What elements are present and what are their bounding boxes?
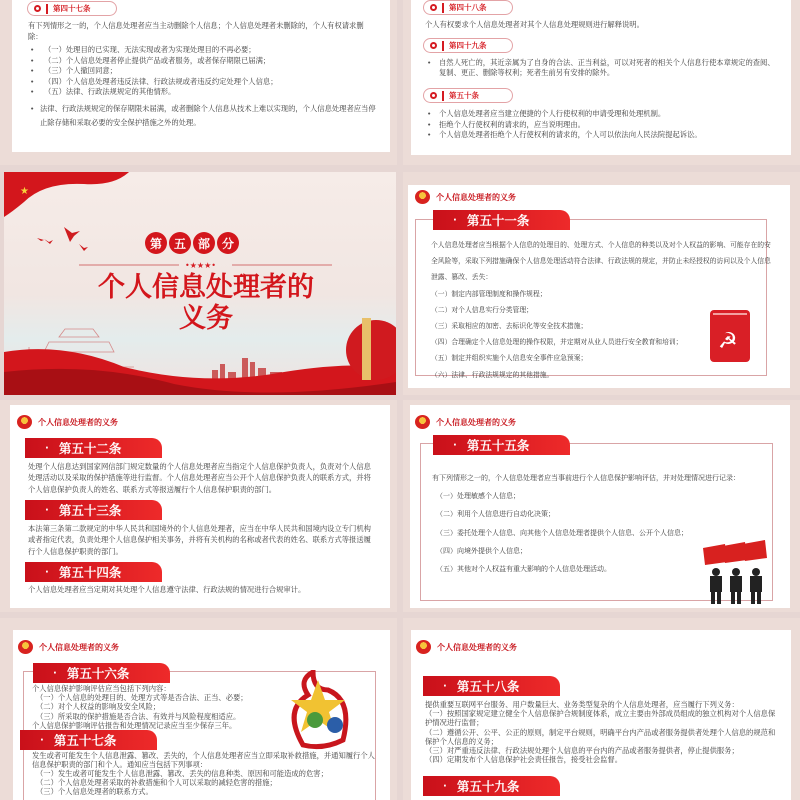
list-item: （二）个人信息处理者采取的补救措施和个人可以采取的减轻危害的措施； [36, 778, 277, 787]
intro-text: 有下列情形之一的，个人信息处理者应当事前进行个人信息保护影响评估，并对处理情况进行记录： [432, 474, 740, 482]
article-tab: · 第五十四条 [25, 562, 162, 582]
list-item: （五）制定并组织实施个人信息安全事件应急预案； [431, 354, 588, 363]
list-item: • 个人信息处理者应当建立便捷的个人行使权利的申请受理和处理机制。 [425, 109, 780, 120]
list-item: （三）个人信息处理者的联系方式。 [36, 787, 153, 796]
article-title: 第五十七条 [53, 733, 117, 748]
slide-header [415, 415, 516, 429]
article-title: 第五十一条 [466, 213, 530, 228]
list-item: • （五）法律、行政法规规定的其他情形。 [28, 87, 378, 98]
slide-panel [13, 630, 390, 800]
list-item: （四）定期发布个人信息保护社会责任报告，接受社会监督。 [425, 755, 623, 765]
list-item: （二）利用个人信息进行自动化决策； [436, 510, 555, 519]
list-item: • （四）个人信息处理者违反法律、行政法规或者违反约定处理个人信息； [28, 77, 378, 88]
national-emblem-icon [416, 640, 431, 654]
badge-char: 第 [145, 232, 167, 254]
star-icon: ★ [20, 186, 29, 197]
article-title: 第四十七条 [53, 4, 91, 13]
slide-article-51[interactable] [403, 172, 800, 395]
list-item: （四）向境外提供个人信息； [436, 546, 527, 555]
article-tab: · 第五十五条 [433, 435, 570, 455]
section-title [4, 272, 396, 334]
list-item: （一）制定内部管理制度和操作规程； [431, 289, 547, 298]
list-item: • 拒绝个人行使权利的请求的，应当说明理由。 [425, 120, 780, 131]
circle-icon [430, 92, 437, 99]
list-item: （一）按照国家规定建立健全个人信息保护合规制度体系，成立主要由外部成员组成的独立机构对个人信息保护情况进行监督； [425, 709, 776, 728]
list-item: （三）对严重违反法律、行政法规处理个人信息的平台内的产品或者服务提供者，停止提供服务； [425, 746, 739, 756]
list-item: （二）对个人信息实行分类管理； [431, 305, 533, 314]
slide-panel [10, 405, 390, 608]
slide-panel [12, 0, 390, 152]
intro-text: 个人信息处理者应当根据个人信息的处理目的、处理方式、个人信息的种类以及对个人权益的影响、可能存在的安全风险等，采取下列措施确保个人信息处理活动符合法律、行政法规的规定，并防止未经授权的访问以及个人信息泄露、篡改、丢失： [431, 241, 771, 282]
article-body [32, 684, 292, 730]
article-tab: · 第五十一条 [433, 210, 570, 230]
circle-icon [430, 4, 437, 11]
flag-bearers-icon [698, 538, 780, 606]
article-body [425, 700, 780, 764]
article-tab: · 第五十七条 [20, 730, 157, 750]
list-item: （二）遵循公开、公平、公正的原则，制定平台规则，明确平台内产品或者服务提供者处理个人信息的规范和保护个人信息的义务； [425, 727, 776, 746]
list-item: （二）对个人权益的影响及安全风险； [36, 702, 161, 712]
slide-article-48-50[interactable] [403, 0, 800, 165]
header-title: 个人信息处理者的义务 [436, 192, 516, 202]
list-item: （三）所采取的保护措施是否合法、有效并与风险程度相适应。 [36, 711, 241, 721]
slide-article-47[interactable] [0, 0, 397, 165]
header-title: 个人信息处理者的义务 [437, 642, 517, 652]
slide-panel [411, 0, 791, 155]
header-title: 个人信息处理者的义务 [436, 417, 516, 427]
slide-article-56-57[interactable] [0, 618, 397, 800]
article-title: 第五十三条 [58, 503, 122, 518]
slide-panel [408, 185, 790, 388]
header-title: 个人信息处理者的义务 [38, 417, 118, 427]
article-title: 第五十四条 [58, 565, 122, 580]
dove-icons [37, 227, 88, 251]
circle-icon [430, 42, 437, 49]
slide-header [17, 415, 118, 429]
article-tab: · 第五十六条 [33, 663, 170, 683]
list-item: • （二）个人信息处理者停止提供产品或者服务，或者保存期限已届满； [28, 56, 378, 67]
article-text: 处理个人信息达到国家网信部门规定数量的个人信息处理者应当指定个人信息保护负责人，负责对个人信息处理活动以及采取的保护措施等进行监督。个人信息处理者应当公开个人信息保护负责人的联系方式，并将个人信息保护负责人的姓名、联系方式等报送履行个人信息保护职责的部门。 [28, 462, 371, 494]
article-text: 个人信息处理者应当定期对其处理个人信息遵守法律、行政法规的情况进行合规审计。 [28, 585, 306, 594]
slide-section-cover[interactable] [4, 172, 396, 395]
slide-header [415, 190, 516, 204]
star-ribbon-illustration [283, 670, 363, 750]
list-item: （四）合理确定个人信息处理的操作权限，并定期对从业人员进行安全教育和培训； [431, 338, 683, 347]
list-item: • （三）个人撤回同意； [28, 66, 378, 77]
article-tab: · 第五十九条 [423, 776, 560, 796]
article-title: 第五十八条 [456, 679, 520, 694]
article-pill [27, 1, 117, 16]
svg-text:☭: ☭ [718, 329, 738, 354]
list-item: • 法律、行政法规规定的保存期限未届满，或者删除个人信息从技术上难以实现的，个人信息处理者应当停止除存储和采取必要的安全保护措施之外的处理。 [28, 102, 378, 130]
slide-article-52-54[interactable] [0, 400, 397, 612]
party-book-icon [710, 310, 752, 362]
text-line: 提供重要互联网平台服务、用户数量巨大、业务类型复杂的个人信息处理者，应当履行下列义务： [425, 700, 739, 709]
article-tab: · 第五十三条 [25, 500, 162, 520]
section-badge [145, 232, 239, 254]
list-item: （三）委托处理个人信息、向其他个人信息处理者提供个人信息、公开个人信息； [436, 528, 688, 537]
slide-panel [410, 405, 790, 608]
article-title: 第五十五条 [466, 438, 530, 453]
slide-header [416, 640, 517, 654]
item-list [425, 109, 780, 141]
title-line: 个人信息处理者的 [98, 272, 314, 303]
list-item: （一）发生或者可能发生个人信息泄露、篡改、丢失的信息种类、原因和可能造成的危害； [36, 769, 328, 778]
national-emblem-icon [18, 640, 33, 654]
national-emblem-icon [415, 190, 430, 204]
article-title: 第五十条 [449, 91, 479, 100]
article-pill [423, 88, 513, 103]
article-title: 第四十八条 [449, 3, 487, 12]
text-line: 发生或者可能发生个人信息泄露、篡改、丢失的，个人信息处理者应当立即采取补救措施，并通知履行个人信息保护职责的部门和个人。通知应当包括下列事项： [32, 751, 375, 769]
badge-char: 分 [217, 232, 239, 254]
article-title: 第五十二条 [58, 441, 122, 456]
national-emblem-icon [415, 415, 430, 429]
article-pill [423, 0, 513, 15]
circle-icon [34, 5, 41, 12]
list-item: （三）采取相应的加密、去标识化等安全技术措施； [431, 322, 588, 331]
list-item: （五）其他对个人权益有重大影响的个人信息处理活动。 [436, 565, 611, 574]
article-body [32, 751, 377, 796]
header-title: 个人信息处理者的义务 [39, 642, 119, 652]
article-title: 第五十九条 [456, 779, 520, 794]
intro-text: 有下列情形之一的，个人信息处理者应当主动删除个人信息；个人信息处理者未删除的，个人有权请求删除： [28, 21, 364, 41]
list-item: （六）法律、行政法规规定的其他措施。 [431, 370, 554, 379]
text-line: 个人信息保护影响评估报告和处理情况记录应当至少保存三年。 [32, 720, 237, 730]
article-text: 个人有权要求个人信息处理者对其个人信息处理规则进行解释说明。 [425, 20, 644, 29]
slide-header [18, 640, 119, 654]
article-text: 本法第三条第二款规定的中华人民共和国境外的个人信息处理者，应当在中华人民共和国境内设立专门机构或者指定代表，负责处理个人信息保护相关事务，并将有关机构的名称或者代表的姓名、联系方式等报送履行个人信息保护职责的部门。 [28, 524, 371, 556]
title-line: 义务 [179, 303, 233, 334]
article-title: 第四十九条 [449, 41, 487, 50]
slide-article-55[interactable] [403, 400, 800, 612]
national-emblem-icon [17, 415, 32, 429]
badge-char: 部 [193, 232, 215, 254]
item-list [28, 45, 378, 130]
slide-panel [411, 630, 791, 800]
article-tab: · 第五十八条 [423, 676, 560, 696]
list-item: • 个人信息处理者拒绝个人行使权利的请求的，个人可以依法向人民法院提起诉讼。 [425, 130, 780, 141]
slide-article-58-59[interactable] [403, 618, 800, 800]
badge-char: 五 [169, 232, 191, 254]
list-item: （一）个人信息的处理目的、处理方式等是否合法、正当、必要； [36, 693, 248, 703]
article-title: 第五十六条 [66, 666, 130, 681]
article-pill [423, 38, 513, 53]
list-item: （一）处理敏感个人信息； [436, 492, 520, 501]
list-item: • （一）处理目的已实现、无法实现或者为实现处理目的不再必要； [28, 45, 378, 56]
article-text: • 自然人死亡的，其近亲属为了自身的合法、正当利益，可以对死者的相关个人信息行使本章规定的查阅、复制、更正、删除等权利；死者生前另有安排的除外。 [425, 58, 780, 78]
article-tab: · 第五十二条 [25, 438, 162, 458]
text-line: 个人信息保护影响评估应当包括下列内容： [32, 684, 171, 693]
stars-icon: •★★★• [185, 261, 216, 270]
